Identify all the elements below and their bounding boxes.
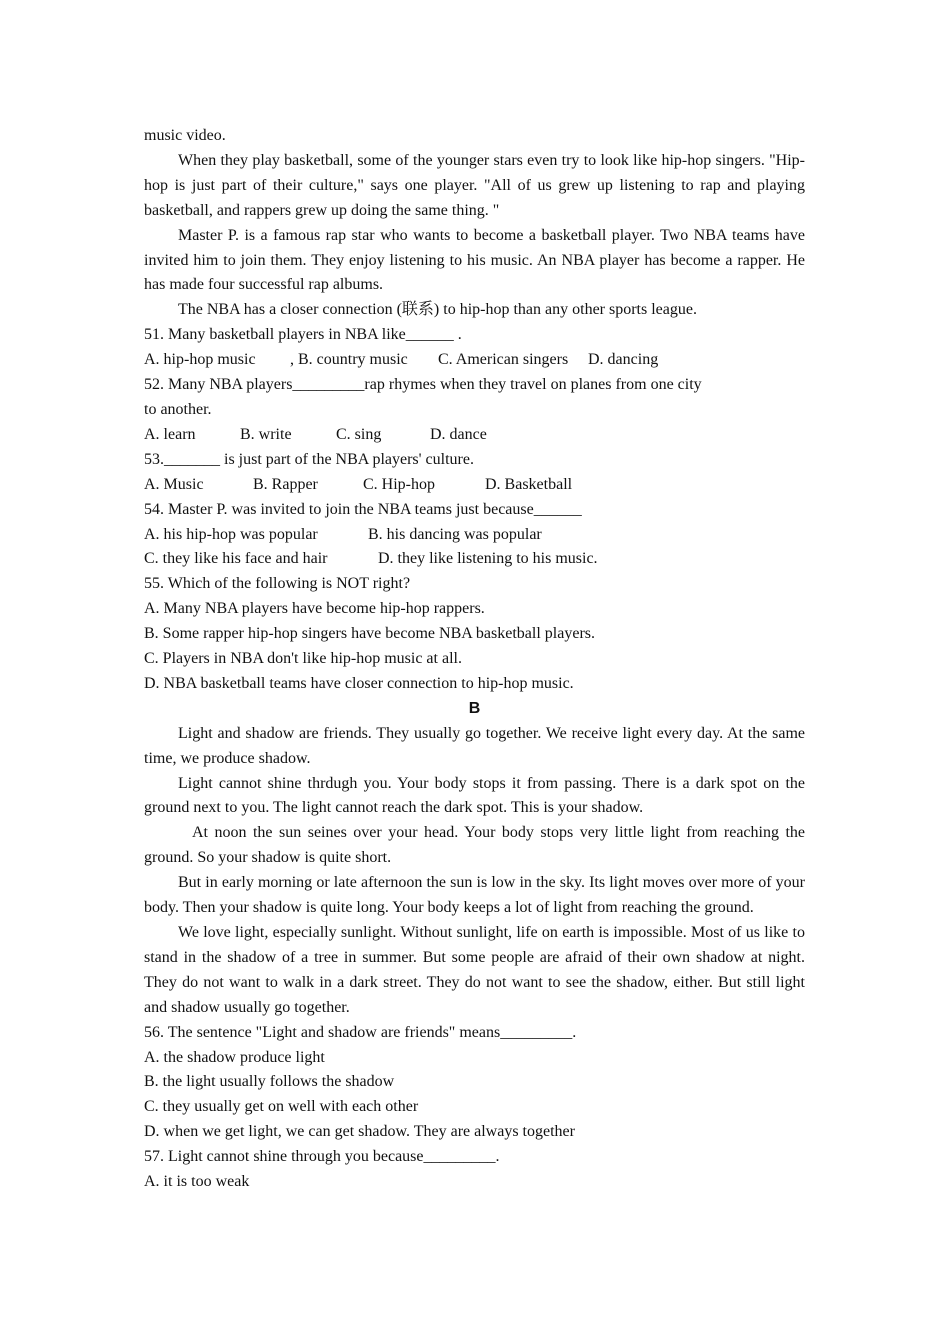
question-51: 51. Many basketball players in NBA like______ .	[144, 326, 462, 344]
option: A. Music	[144, 475, 204, 493]
passage-paragraph: But in early morning or late afternoon the sun is low in the sky. Its light moves over more of your body. Then your shadow is quite long. Your body keeps a lot of light from reaching the ground.	[144, 874, 805, 917]
option: C. Hip-hop	[363, 475, 435, 493]
option: C. they usually get on well with each other	[144, 1098, 419, 1116]
option: D. NBA basketball teams have closer connection to hip-hop music.	[144, 674, 574, 692]
option: D. they like listening to his music.	[378, 550, 598, 568]
option: B. Rapper	[253, 475, 318, 493]
option: C. Players in NBA don't like hip-hop music at all.	[144, 650, 462, 668]
option: A. learn	[144, 425, 196, 443]
question-56: 56. The sentence "Light and shadow are friends" means_________.	[144, 1023, 577, 1041]
section-heading: B	[468, 699, 481, 717]
passage-paragraph: Light cannot shine thrdugh you. Your body stops it from passing. There is a dark spot on the ground next to you. The light cannot reach the dark spot. This is your shadow.	[144, 774, 805, 817]
option: C. they like his face and hair	[144, 550, 328, 568]
option: , B. country music	[290, 351, 408, 369]
question-52-options	[144, 423, 805, 448]
question-54: 54. Master P. was invited to join the NBA teams just because______	[144, 500, 582, 518]
question-51-options	[144, 348, 805, 373]
question-53: 53._______ is just part of the NBA players' culture.	[144, 450, 474, 468]
passage-paragraph: The NBA has a closer connection (联系) to hip-hop than any other sports league.	[178, 301, 697, 319]
option: C. American singers	[438, 351, 569, 369]
option: A. hip-hop music	[144, 351, 256, 369]
option: A. his hip-hop was popular	[144, 525, 318, 543]
option: D. dancing	[588, 351, 659, 369]
option: A. the shadow produce light	[144, 1048, 325, 1066]
option: A. it is too weak	[144, 1173, 250, 1191]
question-57: 57. Light cannot shine through you because_________.	[144, 1148, 500, 1166]
option: B. write	[240, 425, 292, 443]
question-54-options	[144, 547, 805, 572]
option: D. dance	[430, 425, 487, 443]
passage-paragraph: Light and shadow are friends. They usually go together. We receive light every day. At the same time, we produce shadow.	[144, 724, 805, 767]
option: A. Many NBA players have become hip-hop rappers.	[144, 600, 485, 618]
document-page	[144, 124, 805, 1195]
question-54-options	[144, 523, 805, 548]
question-53-options	[144, 473, 805, 498]
question-52: 52. Many NBA players_________rap rhymes when they travel on planes from one city	[144, 376, 702, 394]
passage-paragraph: Master P. is a famous rap star who wants to become a basketball player. Two NBA teams have invited him to join them. They enjoy listening to his music. An NBA player has become a rapper. He has made four successful rap albums.	[144, 226, 805, 294]
option: B. his dancing was popular	[368, 525, 542, 543]
question-55: 55. Which of the following is NOT right?	[144, 575, 411, 593]
passage-paragraph: When they play basketball, some of the younger stars even try to look like hip-hop singers. "Hip-hop is just part of their culture," says one player. "All of us grew up listening to rap and playing basketball, and rappers grew up doing the same thing. "	[144, 151, 805, 219]
option: D. Basketball	[485, 475, 573, 493]
question-52-continued: to another.	[144, 400, 212, 418]
passage-fragment: music video.	[144, 127, 226, 144]
option: B. Some rapper hip-hop singers have become NBA basketball players.	[144, 625, 595, 643]
passage-paragraph: At noon the sun seines over your head. Your body stops very little light from reaching the ground. So your shadow is quite short.	[144, 824, 805, 867]
option: B. the light usually follows the shadow	[144, 1073, 395, 1091]
passage-paragraph: We love light, especially sunlight. Without sunlight, life on earth is impossible. Most of us like to stand in the shadow of a tree in summer. But some people are afraid of their own shadow at night. They do not want to walk in a dark street. They do not want to see the shadow, either. But still light and shadow usually go together.	[144, 924, 805, 1016]
option: D. when we get light, we can get shadow. They are always together	[144, 1123, 575, 1141]
option: C. sing	[336, 425, 382, 443]
